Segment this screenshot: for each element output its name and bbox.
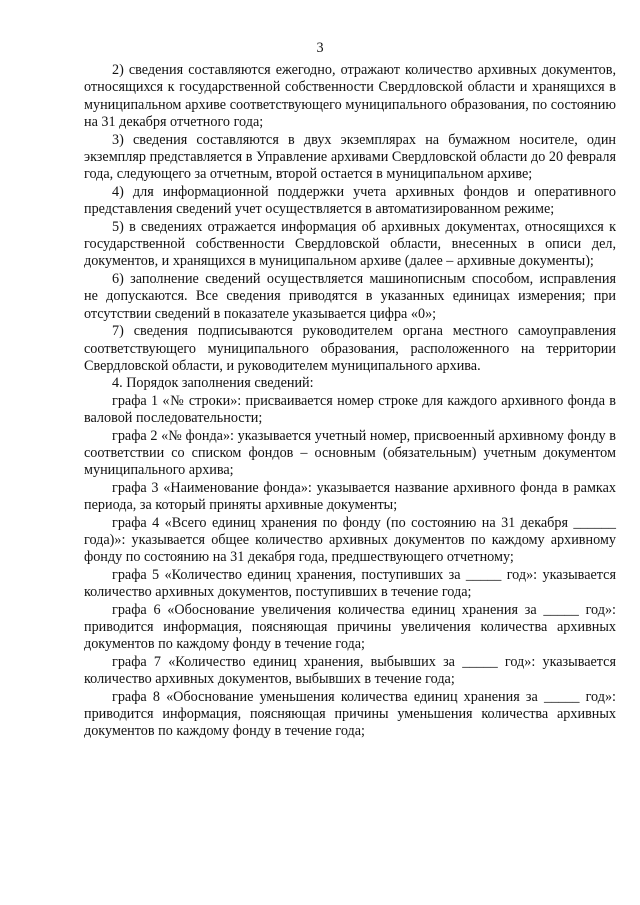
paragraph-item-7: 7) сведения подписываются руководителем органа местного самоуправления соответствующего муниципального образования, расположенного на территории Свердловской области, и руководителем муниципального архива. <box>84 323 616 374</box>
paragraph-item-4: 4) для информационной поддержки учета архивных фондов и оперативного представления сведений учет осуществляется в автоматизированном режиме; <box>84 183 616 218</box>
document-body <box>84 62 616 741</box>
column-description-5: графа 5 «Количество единиц хранения, поступивших за _____ год»: указывается количество архивных документов, поступивших в течение года; <box>84 566 616 601</box>
paragraph-item-5: 5) в сведениях отражается информация об архивных документах, относящихся к государственной собственности Свердловской области, внесенных в описи дел, документов, и хранящихся в муниципальном архиве (далее – архивные документы); <box>84 218 616 270</box>
column-description-1: графа 1 «№ строки»: присваивается номер строке для каждого архивного фонда в валовой последовательности; <box>84 392 616 427</box>
column-description-2: графа 2 «№ фонда»: указывается учетный номер, присвоенный архивному фонду в соответствии со списком фондов – основным (обязательным) учетным документом муниципального архива; <box>84 427 616 479</box>
column-description-3: графа 3 «Наименование фонда»: указывается название архивного фонда в рамках периода, за который приняты архивные документы; <box>84 479 616 514</box>
column-description-7: графа 7 «Количество единиц хранения, выбывших за _____ год»: указывается количество архивных документов, выбывших в течение года; <box>84 653 616 688</box>
section-heading-4: 4. Порядок заполнения сведений: <box>112 375 314 392</box>
column-description-6: графа 6 «Обоснование увеличения количества единиц хранения за _____ год»: приводится информация, поясняющая причины увеличения количества архивных документов по каждому фонду в течение года; <box>84 601 616 653</box>
column-description-4: графа 4 «Всего единиц хранения по фонду (по состоянию на 31 декабря ______ года)»: указывается общее количество архивных документов по каждому архивному фонду по состоянию на 31 декабря года, предшествующего отчетному; <box>84 514 616 566</box>
paragraph-item-2: 2) сведения составляются ежегодно, отражают количество архивных документов, относящихся к государственной собственности Свердловской области и хранящихся в муниципальном архиве соответствующего муниципального образования, по состоянию на 31 декабря отчетного года; <box>84 62 616 131</box>
paragraph-item-3: 3) сведения составляются в двух экземплярах на бумажном носителе, один экземпляр представляется в Управление архивами Свердловской области до 20 февраля года, следующего за отчетным, второй остается в муниципальном архиве; <box>84 131 616 183</box>
column-description-8: графа 8 «Обоснование уменьшения количества единиц хранения за _____ год»: приводится информация, поясняющая причины уменьшения количества архивных документов по каждому фонду в течение года; <box>84 688 616 740</box>
paragraph-item-6: 6) заполнение сведений осуществляется машинописным способом, исправления не допускаются. Все сведения приводятся в указанных единицах измерения; при отсутствии сведений в показателе указывается цифра «0»; <box>84 270 616 322</box>
page-number: 3 <box>316 40 324 56</box>
